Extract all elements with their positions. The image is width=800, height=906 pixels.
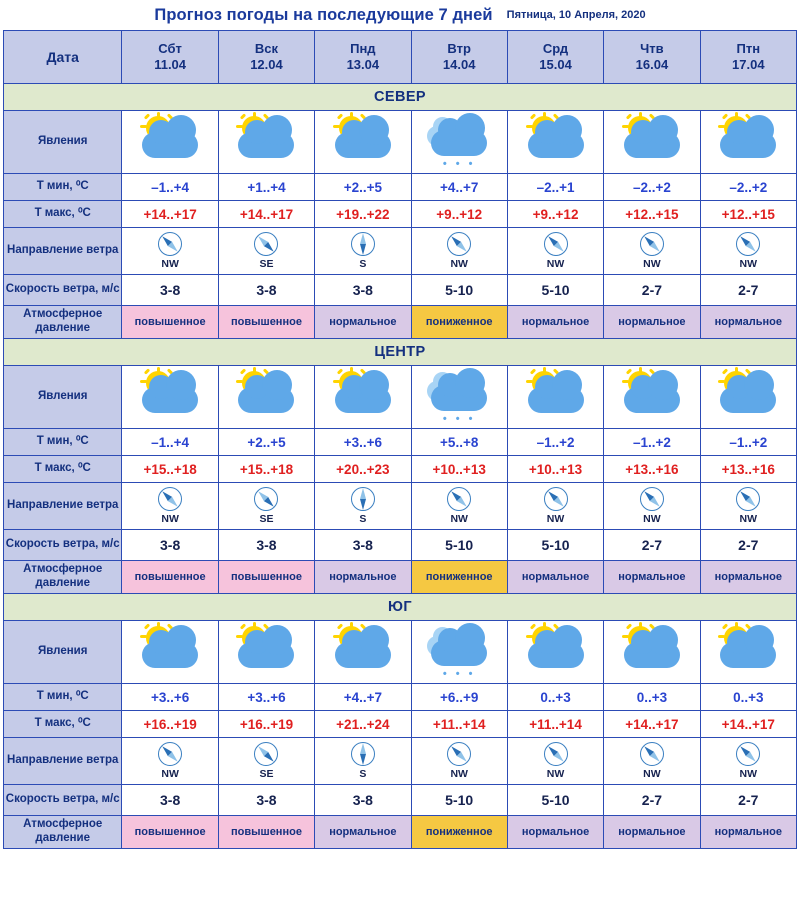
row-tmin-0 <box>4 174 797 201</box>
cloud-icon <box>720 387 776 413</box>
tmax-cell-0-1: +14..+17 <box>218 201 314 228</box>
row-label-tmin: Т мин, ⁰С <box>4 684 122 711</box>
row-phenomena-2 <box>4 621 797 684</box>
wind-dir-label: SE <box>259 258 274 270</box>
wind-dir-cell-2-6 <box>700 738 796 785</box>
wind-dir-cell-1-1 <box>218 483 314 530</box>
wind-dir-cell-2-1 <box>218 738 314 785</box>
wind-dir-cell-2-3 <box>411 738 507 785</box>
pressure-cell-1-1: повышенное <box>218 561 314 594</box>
tmin-cell-0-3: +4..+7 <box>411 174 507 201</box>
day-of-week: Вск <box>254 40 279 56</box>
cloud-icon <box>528 387 584 413</box>
compass-icon <box>351 487 375 511</box>
weather-icon-sun-cloud <box>327 626 399 678</box>
tmax-cell-0-5: +12..+15 <box>604 201 700 228</box>
wind-dir-label: NW <box>643 258 661 270</box>
day-header-3 <box>411 31 507 84</box>
day-of-week: Птн <box>736 40 761 56</box>
tmax-cell-0-3: +9..+12 <box>411 201 507 228</box>
phenomena-cell-1-3 <box>411 366 507 429</box>
row-label-tmax: Т макс, ⁰С <box>4 456 122 483</box>
wind-dir-cell-1-3 <box>411 483 507 530</box>
cloud-icon <box>431 385 487 411</box>
row-tmax-1 <box>4 456 797 483</box>
phenomena-cell-0-6 <box>700 111 796 174</box>
phenomena-cell-2-5 <box>604 621 700 684</box>
cloud-icon <box>335 387 391 413</box>
weather-icon-sun-cloud <box>616 626 688 678</box>
tmin-cell-2-5: 0..+3 <box>604 684 700 711</box>
weather-icon-sun-cloud <box>712 116 784 168</box>
pressure-cell-0-0: повышенное <box>122 306 218 339</box>
row-pressure-0 <box>4 306 797 339</box>
row-tmax-2 <box>4 711 797 738</box>
cloud-icon <box>142 132 198 158</box>
cloud-icon <box>624 132 680 158</box>
tmin-cell-2-0: +3..+6 <box>122 684 218 711</box>
row-label-wind-dir: Направление ветра <box>4 738 122 785</box>
pressure-cell-2-4: нормальное <box>507 816 603 849</box>
cloud-icon <box>142 642 198 668</box>
day-date: 17.04 <box>732 57 765 72</box>
day-of-week: Срд <box>542 40 569 56</box>
wind-speed-cell-1-4: 5-10 <box>507 530 603 561</box>
tmax-cell-2-3: +11..+14 <box>411 711 507 738</box>
wind-dir-cell-0-5 <box>604 228 700 275</box>
tmin-cell-0-0: –1..+4 <box>122 174 218 201</box>
wind-dir-label: NW <box>161 513 179 525</box>
weather-icon-sun-cloud <box>134 371 206 423</box>
cloud-icon <box>142 387 198 413</box>
tmin-cell-0-4: –2..+1 <box>507 174 603 201</box>
tmin-cell-1-2: +3..+6 <box>315 429 411 456</box>
tmax-cell-0-2: +19..+22 <box>315 201 411 228</box>
compass-icon <box>447 487 471 511</box>
compass-icon <box>254 232 278 256</box>
wind-dir-cell-0-4 <box>507 228 603 275</box>
row-label-phenomena: Явления <box>4 366 122 429</box>
phenomena-cell-0-2 <box>315 111 411 174</box>
weather-icon-sun-cloud <box>616 116 688 168</box>
tmax-cell-2-4: +11..+14 <box>507 711 603 738</box>
tmin-cell-2-4: 0..+3 <box>507 684 603 711</box>
row-phenomena-0 <box>4 111 797 174</box>
tmin-cell-0-1: +1..+4 <box>218 174 314 201</box>
wind-speed-cell-2-1: 3-8 <box>218 785 314 816</box>
tmax-cell-0-0: +14..+17 <box>122 201 218 228</box>
cloud-icon <box>528 132 584 158</box>
phenomena-cell-0-1 <box>218 111 314 174</box>
pressure-cell-2-1: повышенное <box>218 816 314 849</box>
phenomena-cell-1-6 <box>700 366 796 429</box>
compass-icon <box>640 742 664 766</box>
wind-dir-cell-1-2 <box>315 483 411 530</box>
wind-dir-label: SE <box>259 768 274 780</box>
pressure-cell-2-3: пониженное <box>411 816 507 849</box>
day-header-1 <box>218 31 314 84</box>
phenomena-cell-0-5 <box>604 111 700 174</box>
wind-speed-cell-1-0: 3-8 <box>122 530 218 561</box>
wind-dir-label: NW <box>161 768 179 780</box>
row-label-tmax: Т макс, ⁰С <box>4 711 122 738</box>
compass-icon <box>544 487 568 511</box>
row-label-tmin: Т мин, ⁰С <box>4 429 122 456</box>
wind-dir-label: NW <box>643 513 661 525</box>
tmin-cell-1-5: –1..+2 <box>604 429 700 456</box>
wind-dir-cell-0-6 <box>700 228 796 275</box>
wind-dir-label: NW <box>643 768 661 780</box>
weather-icon-sun-cloud <box>616 371 688 423</box>
wind-dir-label: NW <box>450 513 468 525</box>
compass-icon <box>158 742 182 766</box>
day-header-4 <box>507 31 603 84</box>
weather-icon-sun-cloud <box>230 116 302 168</box>
wind-speed-cell-0-1: 3-8 <box>218 275 314 306</box>
wind-speed-cell-1-5: 2-7 <box>604 530 700 561</box>
region-name: ЦЕНТР <box>4 339 797 366</box>
tmin-cell-1-1: +2..+5 <box>218 429 314 456</box>
wind-dir-cell-1-0 <box>122 483 218 530</box>
tmax-cell-2-5: +14..+17 <box>604 711 700 738</box>
day-header-6 <box>700 31 796 84</box>
region-name: ЮГ <box>4 594 797 621</box>
wind-dir-label: SE <box>259 513 274 525</box>
compass-icon <box>640 487 664 511</box>
rain-icon: • • • <box>442 158 476 170</box>
row-label-pressure: Атмосферное давление <box>4 561 122 594</box>
row-label-pressure: Атмосферное давление <box>4 306 122 339</box>
current-date: Пятница, 10 Апреля, 2020 <box>506 9 646 21</box>
wind-dir-cell-1-4 <box>507 483 603 530</box>
cloud-icon <box>720 132 776 158</box>
tmin-cell-2-2: +4..+7 <box>315 684 411 711</box>
weather-icon-cloud-rain <box>423 116 495 168</box>
tmin-cell-2-1: +3..+6 <box>218 684 314 711</box>
day-date: 11.04 <box>154 57 187 72</box>
cloud-icon <box>431 130 487 156</box>
day-date: 15.04 <box>539 57 572 72</box>
tmin-cell-2-3: +6..+9 <box>411 684 507 711</box>
weather-icon-sun-cloud <box>327 371 399 423</box>
day-of-week: Втр <box>447 40 471 56</box>
forecast-table-body <box>4 31 797 849</box>
row-tmin-2 <box>4 684 797 711</box>
pressure-cell-2-0: повышенное <box>122 816 218 849</box>
compass-icon <box>158 232 182 256</box>
wind-speed-cell-2-0: 3-8 <box>122 785 218 816</box>
corner-label: Дата <box>4 31 122 84</box>
row-phenomena-1 <box>4 366 797 429</box>
phenomena-cell-2-4 <box>507 621 603 684</box>
compass-icon <box>447 742 471 766</box>
wind-dir-label: S <box>359 768 367 780</box>
row-label-tmax: Т макс, ⁰С <box>4 201 122 228</box>
table-header-row <box>4 31 797 84</box>
weather-icon-cloud-rain <box>423 371 495 423</box>
cloud-icon <box>238 387 294 413</box>
wind-speed-cell-2-6: 2-7 <box>700 785 796 816</box>
region-name: СЕВЕР <box>4 84 797 111</box>
wind-dir-label: NW <box>161 258 179 270</box>
compass-icon <box>544 742 568 766</box>
page-header <box>0 0 800 30</box>
cloud-icon <box>238 132 294 158</box>
wind-dir-cell-2-2 <box>315 738 411 785</box>
phenomena-cell-1-5 <box>604 366 700 429</box>
day-date: 16.04 <box>635 57 669 72</box>
row-label-wind-dir: Направление ветра <box>4 228 122 275</box>
tmax-cell-1-2: +20..+23 <box>315 456 411 483</box>
weather-icon-sun-cloud <box>712 371 784 423</box>
day-header-5 <box>604 31 700 84</box>
pressure-cell-0-6: нормальное <box>700 306 796 339</box>
weather-icon-sun-cloud <box>134 626 206 678</box>
compass-icon <box>254 742 278 766</box>
region-band-0 <box>4 84 797 111</box>
row-label-wind-speed: Скорость ветра, м/с <box>4 275 122 306</box>
wind-dir-label: NW <box>739 258 758 270</box>
row-label-pressure: Атмосферное давление <box>4 816 122 849</box>
phenomena-cell-2-2 <box>315 621 411 684</box>
pressure-cell-1-6: нормальное <box>700 561 796 594</box>
tmin-cell-1-0: –1..+4 <box>122 429 218 456</box>
row-wind-dir-0 <box>4 228 797 275</box>
compass-icon <box>254 487 278 511</box>
wind-dir-label: NW <box>450 768 468 780</box>
wind-dir-cell-2-4 <box>507 738 603 785</box>
tmax-cell-2-6: +14..+17 <box>700 711 796 738</box>
cloud-icon <box>335 642 391 668</box>
compass-icon <box>447 232 471 256</box>
pressure-cell-0-4: нормальное <box>507 306 603 339</box>
tmin-cell-1-6: –1..+2 <box>700 429 796 456</box>
cloud-icon <box>335 132 391 158</box>
tmax-cell-1-6: +13..+16 <box>700 456 796 483</box>
tmax-cell-0-4: +9..+12 <box>507 201 603 228</box>
compass-icon <box>158 487 182 511</box>
tmin-cell-2-6: 0..+3 <box>700 684 796 711</box>
phenomena-cell-2-6 <box>700 621 796 684</box>
row-label-wind-dir: Направление ветра <box>4 483 122 530</box>
tmax-cell-1-1: +15..+18 <box>218 456 314 483</box>
compass-icon <box>736 232 760 256</box>
wind-speed-cell-0-2: 3-8 <box>315 275 411 306</box>
tmax-cell-1-3: +10..+13 <box>411 456 507 483</box>
row-label-wind-speed: Скорость ветра, м/с <box>4 530 122 561</box>
wind-speed-cell-0-0: 3-8 <box>122 275 218 306</box>
region-band-1 <box>4 339 797 366</box>
tmax-cell-2-0: +16..+19 <box>122 711 218 738</box>
phenomena-cell-1-2 <box>315 366 411 429</box>
wind-speed-cell-2-3: 5-10 <box>411 785 507 816</box>
compass-icon <box>544 232 568 256</box>
compass-icon <box>351 742 375 766</box>
page-title: Прогноз погоды на последующие 7 дней <box>154 5 493 24</box>
row-wind-speed-0 <box>4 275 797 306</box>
row-label-tmin: Т мин, ⁰С <box>4 174 122 201</box>
compass-icon <box>736 487 760 511</box>
row-tmax-0 <box>4 201 797 228</box>
tmax-cell-2-2: +21..+24 <box>315 711 411 738</box>
day-date: 13.04 <box>346 57 380 72</box>
weather-icon-sun-cloud <box>230 626 302 678</box>
wind-speed-cell-2-2: 3-8 <box>315 785 411 816</box>
wind-dir-cell-1-5 <box>604 483 700 530</box>
weather-icon-sun-cloud <box>520 626 592 678</box>
wind-dir-label: NW <box>739 513 758 525</box>
cloud-icon <box>431 640 487 666</box>
phenomena-cell-1-1 <box>218 366 314 429</box>
pressure-cell-0-1: повышенное <box>218 306 314 339</box>
wind-speed-cell-0-4: 5-10 <box>507 275 603 306</box>
tmin-cell-1-4: –1..+2 <box>507 429 603 456</box>
wind-speed-cell-2-5: 2-7 <box>604 785 700 816</box>
wind-dir-label: S <box>359 513 367 525</box>
tmax-cell-1-0: +15..+18 <box>122 456 218 483</box>
pressure-cell-1-4: нормальное <box>507 561 603 594</box>
row-wind-dir-1 <box>4 483 797 530</box>
day-date: 14.04 <box>442 57 476 72</box>
wind-speed-cell-0-3: 5-10 <box>411 275 507 306</box>
pressure-cell-1-3: пониженное <box>411 561 507 594</box>
pressure-cell-0-2: нормальное <box>315 306 411 339</box>
wind-speed-cell-1-6: 2-7 <box>700 530 796 561</box>
compass-icon <box>640 232 664 256</box>
wind-speed-cell-1-3: 5-10 <box>411 530 507 561</box>
pressure-cell-0-3: пониженное <box>411 306 507 339</box>
region-band-2 <box>4 594 797 621</box>
weather-icon-sun-cloud <box>520 371 592 423</box>
rain-icon: • • • <box>442 413 476 425</box>
tmin-cell-1-3: +5..+8 <box>411 429 507 456</box>
tmax-cell-0-6: +12..+15 <box>700 201 796 228</box>
cloud-icon <box>528 642 584 668</box>
day-header-2 <box>315 31 411 84</box>
wind-dir-label: NW <box>546 258 565 270</box>
wind-dir-cell-0-2 <box>315 228 411 275</box>
wind-speed-cell-1-2: 3-8 <box>315 530 411 561</box>
wind-dir-cell-2-0 <box>122 738 218 785</box>
weather-icon-sun-cloud <box>712 626 784 678</box>
wind-dir-label: S <box>359 258 367 270</box>
row-label-phenomena: Явления <box>4 111 122 174</box>
cloud-icon <box>624 387 680 413</box>
weather-icon-sun-cloud <box>520 116 592 168</box>
row-label-wind-speed: Скорость ветра, м/с <box>4 785 122 816</box>
weather-icon-cloud-rain <box>423 626 495 678</box>
row-pressure-2 <box>4 816 797 849</box>
tmax-cell-1-5: +13..+16 <box>604 456 700 483</box>
wind-dir-label: NW <box>546 768 565 780</box>
tmin-cell-0-6: –2..+2 <box>700 174 796 201</box>
cloud-icon <box>238 642 294 668</box>
pressure-cell-2-6: нормальное <box>700 816 796 849</box>
day-header-0 <box>122 31 218 84</box>
pressure-cell-2-5: нормальное <box>604 816 700 849</box>
wind-dir-cell-0-3 <box>411 228 507 275</box>
phenomena-cell-0-3 <box>411 111 507 174</box>
rain-icon: • • • <box>442 668 476 680</box>
phenomena-cell-1-0 <box>122 366 218 429</box>
phenomena-cell-2-1 <box>218 621 314 684</box>
wind-dir-label: NW <box>450 258 468 270</box>
wind-dir-cell-2-5 <box>604 738 700 785</box>
phenomena-cell-2-3 <box>411 621 507 684</box>
wind-speed-cell-0-6: 2-7 <box>700 275 796 306</box>
compass-icon <box>736 742 760 766</box>
row-pressure-1 <box>4 561 797 594</box>
row-tmin-1 <box>4 429 797 456</box>
pressure-cell-1-5: нормальное <box>604 561 700 594</box>
wind-dir-label: NW <box>739 768 758 780</box>
weather-icon-sun-cloud <box>230 371 302 423</box>
wind-dir-cell-0-0 <box>122 228 218 275</box>
cloud-icon <box>624 642 680 668</box>
wind-speed-cell-0-5: 2-7 <box>604 275 700 306</box>
wind-speed-cell-1-1: 3-8 <box>218 530 314 561</box>
tmax-cell-1-4: +10..+13 <box>507 456 603 483</box>
compass-icon <box>351 232 375 256</box>
row-wind-dir-2 <box>4 738 797 785</box>
day-date: 12.04 <box>250 57 283 72</box>
row-wind-speed-2 <box>4 785 797 816</box>
tmin-cell-0-5: –2..+2 <box>604 174 700 201</box>
day-of-week: Пнд <box>350 40 376 56</box>
day-of-week: Сбт <box>158 40 182 56</box>
cloud-icon <box>720 642 776 668</box>
weather-icon-sun-cloud <box>134 116 206 168</box>
wind-dir-cell-1-6 <box>700 483 796 530</box>
phenomena-cell-2-0 <box>122 621 218 684</box>
phenomena-cell-0-4 <box>507 111 603 174</box>
tmax-cell-2-1: +16..+19 <box>218 711 314 738</box>
pressure-cell-2-2: нормальное <box>315 816 411 849</box>
row-label-phenomena: Явления <box>4 621 122 684</box>
pressure-cell-1-2: нормальное <box>315 561 411 594</box>
weather-icon-sun-cloud <box>327 116 399 168</box>
tmin-cell-0-2: +2..+5 <box>315 174 411 201</box>
wind-speed-cell-2-4: 5-10 <box>507 785 603 816</box>
pressure-cell-0-5: нормальное <box>604 306 700 339</box>
row-wind-speed-1 <box>4 530 797 561</box>
wind-dir-label: NW <box>546 513 565 525</box>
phenomena-cell-0-0 <box>122 111 218 174</box>
phenomena-cell-1-4 <box>507 366 603 429</box>
pressure-cell-1-0: повышенное <box>122 561 218 594</box>
wind-dir-cell-0-1 <box>218 228 314 275</box>
forecast-table <box>3 30 797 849</box>
day-of-week: Чтв <box>640 40 664 56</box>
